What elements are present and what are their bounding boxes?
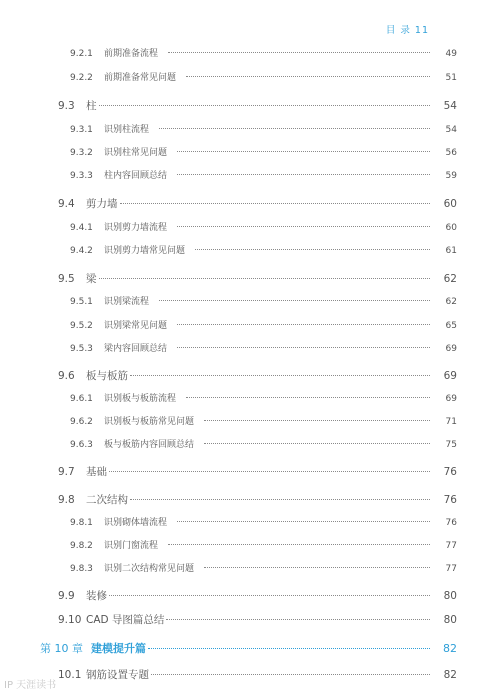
toc-title: 识别板与板筋流程 [104, 394, 177, 404]
leader-dots [166, 619, 430, 620]
leader-dots [130, 499, 430, 500]
toc-subsection[interactable] [0, 145, 487, 158]
toc-subsection[interactable] [0, 561, 487, 574]
toc-title: CAD 导图篇总结 [86, 614, 165, 626]
leader-dots [148, 648, 430, 649]
toc-section[interactable] [0, 196, 487, 211]
toc-page-number: 69 [445, 344, 457, 354]
leader-dots [204, 443, 430, 444]
toc-number: 9.7 [58, 466, 75, 478]
toc-number: 9.6.3 [70, 440, 93, 450]
toc-page-number: 69 [445, 394, 457, 404]
toc-page-number: 62 [445, 297, 457, 307]
toc-number: 9.8.1 [70, 518, 93, 528]
toc-page-number: 76 [445, 518, 457, 528]
toc-title: 识别剪力墙流程 [104, 223, 168, 233]
toc-chapter[interactable] [0, 640, 487, 656]
toc-title: 剪力墙 [86, 198, 118, 210]
toc-section[interactable] [0, 271, 487, 286]
toc-subsection[interactable] [0, 46, 487, 59]
toc-number: 9.2.2 [70, 73, 93, 83]
toc-title: 识别门窗流程 [104, 541, 159, 551]
leader-dots [109, 471, 430, 472]
toc-section[interactable] [0, 368, 487, 383]
toc-number: 9.3 [58, 100, 75, 112]
toc-page-number: 54 [443, 100, 457, 112]
toc-page-number: 56 [445, 148, 457, 158]
toc-section[interactable] [0, 98, 487, 113]
leader-dots [99, 278, 431, 279]
toc-title: 梁 [86, 273, 97, 285]
toc-subsection[interactable] [0, 538, 487, 551]
toc-title: 钢筋设置专题 [86, 669, 149, 681]
leader-dots [177, 521, 430, 522]
leader-dots [130, 375, 430, 376]
leader-dots [120, 203, 431, 204]
toc-number: 9.5.3 [70, 344, 93, 354]
toc-page-number: 62 [443, 273, 457, 285]
leader-dots [177, 324, 430, 325]
toc-section[interactable] [0, 612, 487, 627]
toc-number: 9.3.2 [70, 148, 93, 158]
toc-number: 9.6.2 [70, 417, 93, 427]
toc-number: 9.8 [58, 494, 75, 506]
toc-number: 9.9 [58, 590, 75, 602]
toc-title: 板与板筋内容回顾总结 [104, 440, 195, 450]
toc-subsection[interactable] [0, 70, 487, 83]
toc-page-number: 77 [445, 541, 457, 551]
leader-dots [168, 52, 430, 53]
toc-page-number: 60 [443, 198, 457, 210]
toc-number: 9.4 [58, 198, 75, 210]
toc-title: 识别剪力墙常见问题 [104, 246, 186, 256]
toc-page-number: 51 [445, 73, 457, 83]
toc-title: 建模提升篇 [91, 642, 146, 655]
toc-title: 二次结构 [86, 494, 128, 506]
toc-section[interactable] [0, 588, 487, 603]
toc-page-number: 82 [443, 642, 457, 655]
leader-dots [159, 300, 430, 301]
toc-page-number: 60 [445, 223, 457, 233]
leader-dots [204, 420, 430, 421]
toc-number: 9.8.2 [70, 541, 93, 551]
leader-dots [177, 151, 430, 152]
toc-title: 前期准备常见问题 [104, 73, 177, 83]
toc-subsection[interactable] [0, 168, 487, 181]
toc-number: 9.3.1 [70, 125, 93, 135]
toc-section[interactable] [0, 667, 487, 682]
leader-dots [186, 397, 430, 398]
toc-subsection[interactable] [0, 515, 487, 528]
toc-page-number: 49 [445, 49, 457, 59]
toc-subsection[interactable] [0, 220, 487, 233]
toc-title: 识别板与板筋常见问题 [104, 417, 195, 427]
toc-page-number: 59 [445, 171, 457, 181]
toc-number: 9.3.3 [70, 171, 93, 181]
toc-number: 10.1 [58, 669, 82, 681]
toc-number: 9.6.1 [70, 394, 93, 404]
toc-page-number: 75 [445, 440, 457, 450]
leader-dots [151, 674, 430, 675]
toc-page-number: 80 [443, 590, 457, 602]
toc-subsection[interactable] [0, 437, 487, 450]
toc-title: 柱内容回顾总结 [104, 171, 168, 181]
toc-subsection[interactable] [0, 243, 487, 256]
toc-title: 识别砌体墙流程 [104, 518, 168, 528]
leader-dots [186, 76, 430, 77]
toc-subsection[interactable] [0, 294, 487, 307]
toc-title: 装修 [86, 590, 107, 602]
leader-dots [109, 595, 430, 596]
toc-number: 9.5 [58, 273, 75, 285]
running-header: 目 录 11 [385, 25, 429, 36]
toc-subsection[interactable] [0, 391, 487, 404]
leader-dots [177, 347, 430, 348]
toc-title: 梁内容回顾总结 [104, 344, 168, 354]
toc-subsection[interactable] [0, 122, 487, 135]
toc-page-number: 80 [443, 614, 457, 626]
toc-title: 基础 [86, 466, 107, 478]
watermark: IP 天涯读书 [4, 680, 57, 691]
toc-number: 9.4.1 [70, 223, 93, 233]
toc-title: 前期准备流程 [104, 49, 159, 59]
toc-number: 第 10 章 [40, 642, 83, 655]
leader-dots [159, 128, 430, 129]
toc-page-number: 76 [443, 466, 457, 478]
leader-dots [177, 226, 430, 227]
toc-page-number: 77 [445, 564, 457, 574]
leader-dots [177, 174, 430, 175]
toc-page-number: 82 [443, 669, 457, 681]
toc-number: 9.2.1 [70, 49, 93, 59]
toc-page-number: 54 [445, 125, 457, 135]
toc-subsection[interactable] [0, 318, 487, 331]
toc-subsection[interactable] [0, 341, 487, 354]
toc-title: 识别柱流程 [104, 125, 150, 135]
toc-title: 识别梁流程 [104, 297, 150, 307]
toc-number: 9.10 [58, 614, 82, 626]
toc-title: 识别二次结构常见问题 [104, 564, 195, 574]
toc-title: 柱 [86, 100, 97, 112]
leader-dots [195, 249, 430, 250]
toc-title: 板与板筋 [86, 370, 128, 382]
toc-number: 9.5.1 [70, 297, 93, 307]
toc-number: 9.4.2 [70, 246, 93, 256]
toc-page-number: 65 [445, 321, 457, 331]
toc-section[interactable] [0, 464, 487, 479]
leader-dots [99, 105, 431, 106]
leader-dots [168, 544, 430, 545]
toc-page-number: 69 [443, 370, 457, 382]
toc-page-number: 61 [445, 246, 457, 256]
toc-page-number: 71 [445, 417, 457, 427]
toc-number: 9.5.2 [70, 321, 93, 331]
toc-section[interactable] [0, 492, 487, 507]
toc-page-number: 76 [443, 494, 457, 506]
toc-subsection[interactable] [0, 414, 487, 427]
toc-number: 9.6 [58, 370, 75, 382]
toc-number: 9.8.3 [70, 564, 93, 574]
leader-dots [204, 567, 430, 568]
toc-title: 识别梁常见问题 [104, 321, 168, 331]
toc-title: 识别柱常见问题 [104, 148, 168, 158]
